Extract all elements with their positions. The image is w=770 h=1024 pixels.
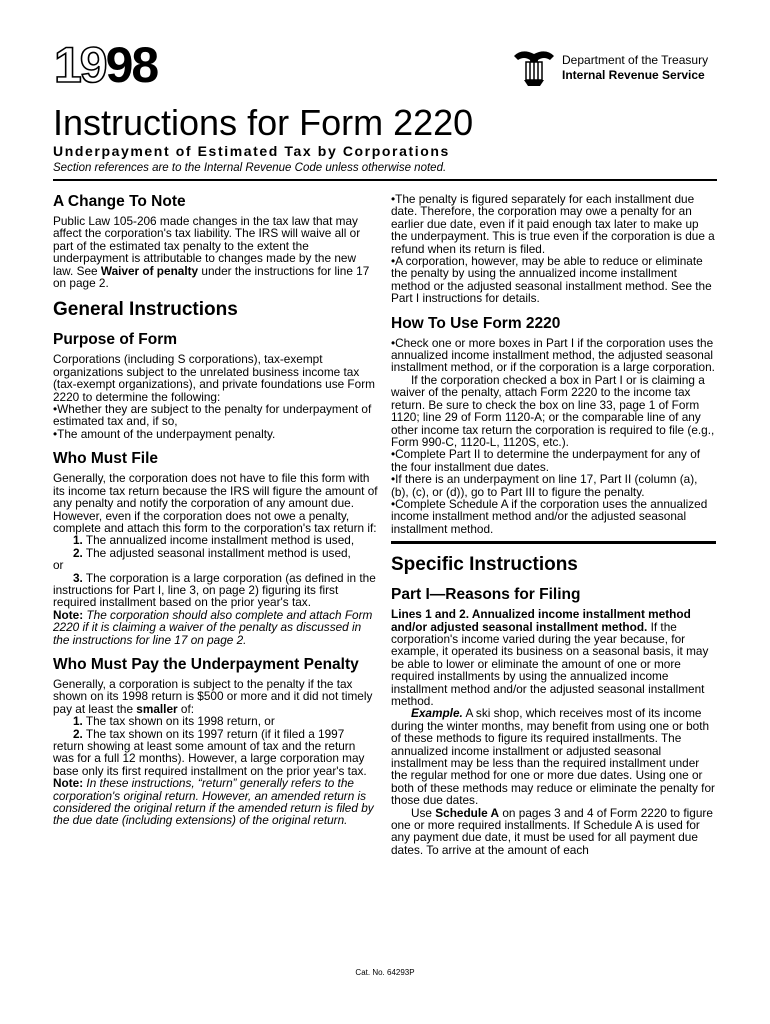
page-subtitle: Underpayment of Estimated Tax by Corporations (53, 143, 450, 159)
example-paragraph: Example. A ski shop, which receives most of its income during the winter months, may benefit from using one or both of these methods to figure its required installments. The annualized income installment or adjusted seasonal installment may be less than the required installment under the regular method for one or more due dates. Using one or both of these methods may reduce or eliminate the penalty for those due dates. (391, 706, 715, 808)
year-bold: 98 (105, 37, 158, 93)
how-to-use-heading: How To Use Form 2220 (391, 314, 561, 332)
header-rule (53, 179, 717, 181)
who-must-pay-heading: Who Must Pay the Underpayment Penalty (53, 655, 359, 673)
year-outline: 19 (54, 37, 106, 93)
lines-1-2-paragraph: Lines 1 and 2. Annualized income installment method and/or adjusted seasonal installment method. If the corporation's income varied during the year because, for example, it operated its business on a seasonal basis, it may be able to lower or eliminate the amount of one or more required installments by using the annualized income installment method and/or the adjusted seasonal installment method. (391, 607, 709, 708)
pay-condition-2: 2. The tax shown on its 1997 return (if it filed a 1997 return showing at least some amount of tax and the return was for a full 12 months). However, a large corporation may base only its first required installment on the prior year's tax. (53, 726, 367, 778)
department-name: Department of the Treasury (562, 53, 709, 67)
schedule-a-paragraph: Use Schedule A on pages 3 and 4 of Form 2220 to figure one or more required installments. If Schedule A is used for any payment due date, it must be used for all payment due dates. To arrive at the amount of each (391, 805, 713, 857)
who-must-pay-paragraph: Generally, a corporation is subject to the penalty if the tax shown on its 1998 return is $500 or more and it did not timely pay at least the smaller of: (53, 676, 373, 716)
general-instructions-heading: General Instructions (53, 299, 238, 321)
who-must-file-paragraph: Generally, the corporation does not have to file this form with its income tax return because the IRS will figure the amount of any penalty and notify the corporation of any amount due. However, even if the corporation does not owe a penalty, complete and attach this form to the corporation's tax return if: (53, 471, 378, 535)
how-bullet-1: • Check one or more boxes in Part I if the corporation uses the annualized income installment method, the adjusted seasonal installment method, or if the corporation is a large corporation. (391, 337, 716, 374)
file-condition-1: 1. The annualized income installment method is used, (73, 533, 355, 548)
right-column (391, 193, 716, 856)
specific-instructions-heading: Specific Instructions (391, 554, 578, 576)
note-return: Note: In these instructions, “return” generally refers to the corporation's original return. However, an amended return is considered the original return if the amended return is filed by the due date (including extensions) of the original return. (53, 776, 374, 828)
pay-condition-1: 1. The tax shown on its 1998 return, or (73, 714, 275, 729)
catalog-number: Cat. No. 64293P (355, 968, 415, 977)
change-paragraph: Public Law 105-206 made changes in the tax law that may affect the corporation's tax liability. The IRS will waive all or part of the estimated tax penalty to the extent the underpayment is attributable to changes made by the new law. See Waiver of penalty under the instructions for line 17 on page 2. (53, 214, 370, 291)
section-divider (391, 541, 716, 544)
irs-eagle-icon (510, 46, 558, 90)
note-waiver: Note: The corporation should also complete and attach Form 2220 if it is claiming a waiver of the penalty as discussed in the instructions for line 17 on page 2. (53, 607, 373, 647)
how-bullet-2: • Complete Part II to determine the underpayment for any of the four installment due dates. (391, 448, 716, 473)
agency-block (562, 53, 708, 83)
agency-name: Internal Revenue Service (562, 68, 705, 82)
page-title: Instructions for Form 2220 (53, 102, 474, 143)
part1-heading: Part I—Reasons for Filing (391, 586, 581, 604)
change-heading: A Change To Note (53, 193, 186, 210)
file-condition-2: 2. The adjusted seasonal installment method is used, (73, 545, 351, 560)
penalty-bullet: • The penalty is figured separately for each installment due date. Therefore, the corporation may owe a penalty for an earlier due date, even if it paid enough tax later to make up the underpayment. This is true even if the corporation is due a refund when its return is filed. (391, 193, 716, 255)
who-must-file-heading: Who Must File (53, 450, 159, 468)
file-condition-3: 3. The corporation is a large corporation (as defined in the instructions for Part I, line 3, on page 2) figuring its first required installment based on the prior year's tax. (53, 570, 376, 610)
form-year (54, 37, 158, 93)
reduce-bullet: • A corporation, however, may be able to reduce or eliminate the penalty by using the annualized income installment method or the adjusted seasonal installment method. See the Part I instructions for details. (391, 255, 716, 305)
how-bullet-4: • Complete Schedule A if the corporation uses the annualized income installment method and/or the adjusted seasonal installment method. (391, 498, 716, 535)
file-condition-or: or (53, 558, 64, 573)
purpose-bullet-2: • The amount of the underpayment penalty. (53, 428, 378, 440)
purpose-heading: Purpose of Form (53, 331, 178, 349)
purpose-bullet-1: • Whether they are subject to the penalty for underpayment of estimated tax and, if so, (53, 403, 378, 428)
how-paragraph: If the corporation checked a box in Part I or is claiming a waiver of the penalty, attach Form 2220 to the income tax return. Be sure to check the box on line 33, page 1 of Form 1120; line 29 of Form 1120-A; or the comparable line of any other income tax return the corporation is required to file (e.g., Form 990-C, 1120-L, 1120S, etc.). (391, 372, 715, 449)
purpose-paragraph: Corporations (including S corporations), tax-exempt organizations subject to the unrelated business income tax (tax-exempt organizations), and private foundations use Form 2220 to determine the following: (53, 352, 375, 404)
section-reference-note: Section references are to the Internal Revenue Code unless otherwise noted. (53, 162, 447, 174)
how-bullet-3: • If there is an underpayment on line 17, Part II (column (a), (b), (c), or (d)), go to Part III to figure the penalty. (391, 473, 716, 498)
left-column (53, 193, 378, 827)
